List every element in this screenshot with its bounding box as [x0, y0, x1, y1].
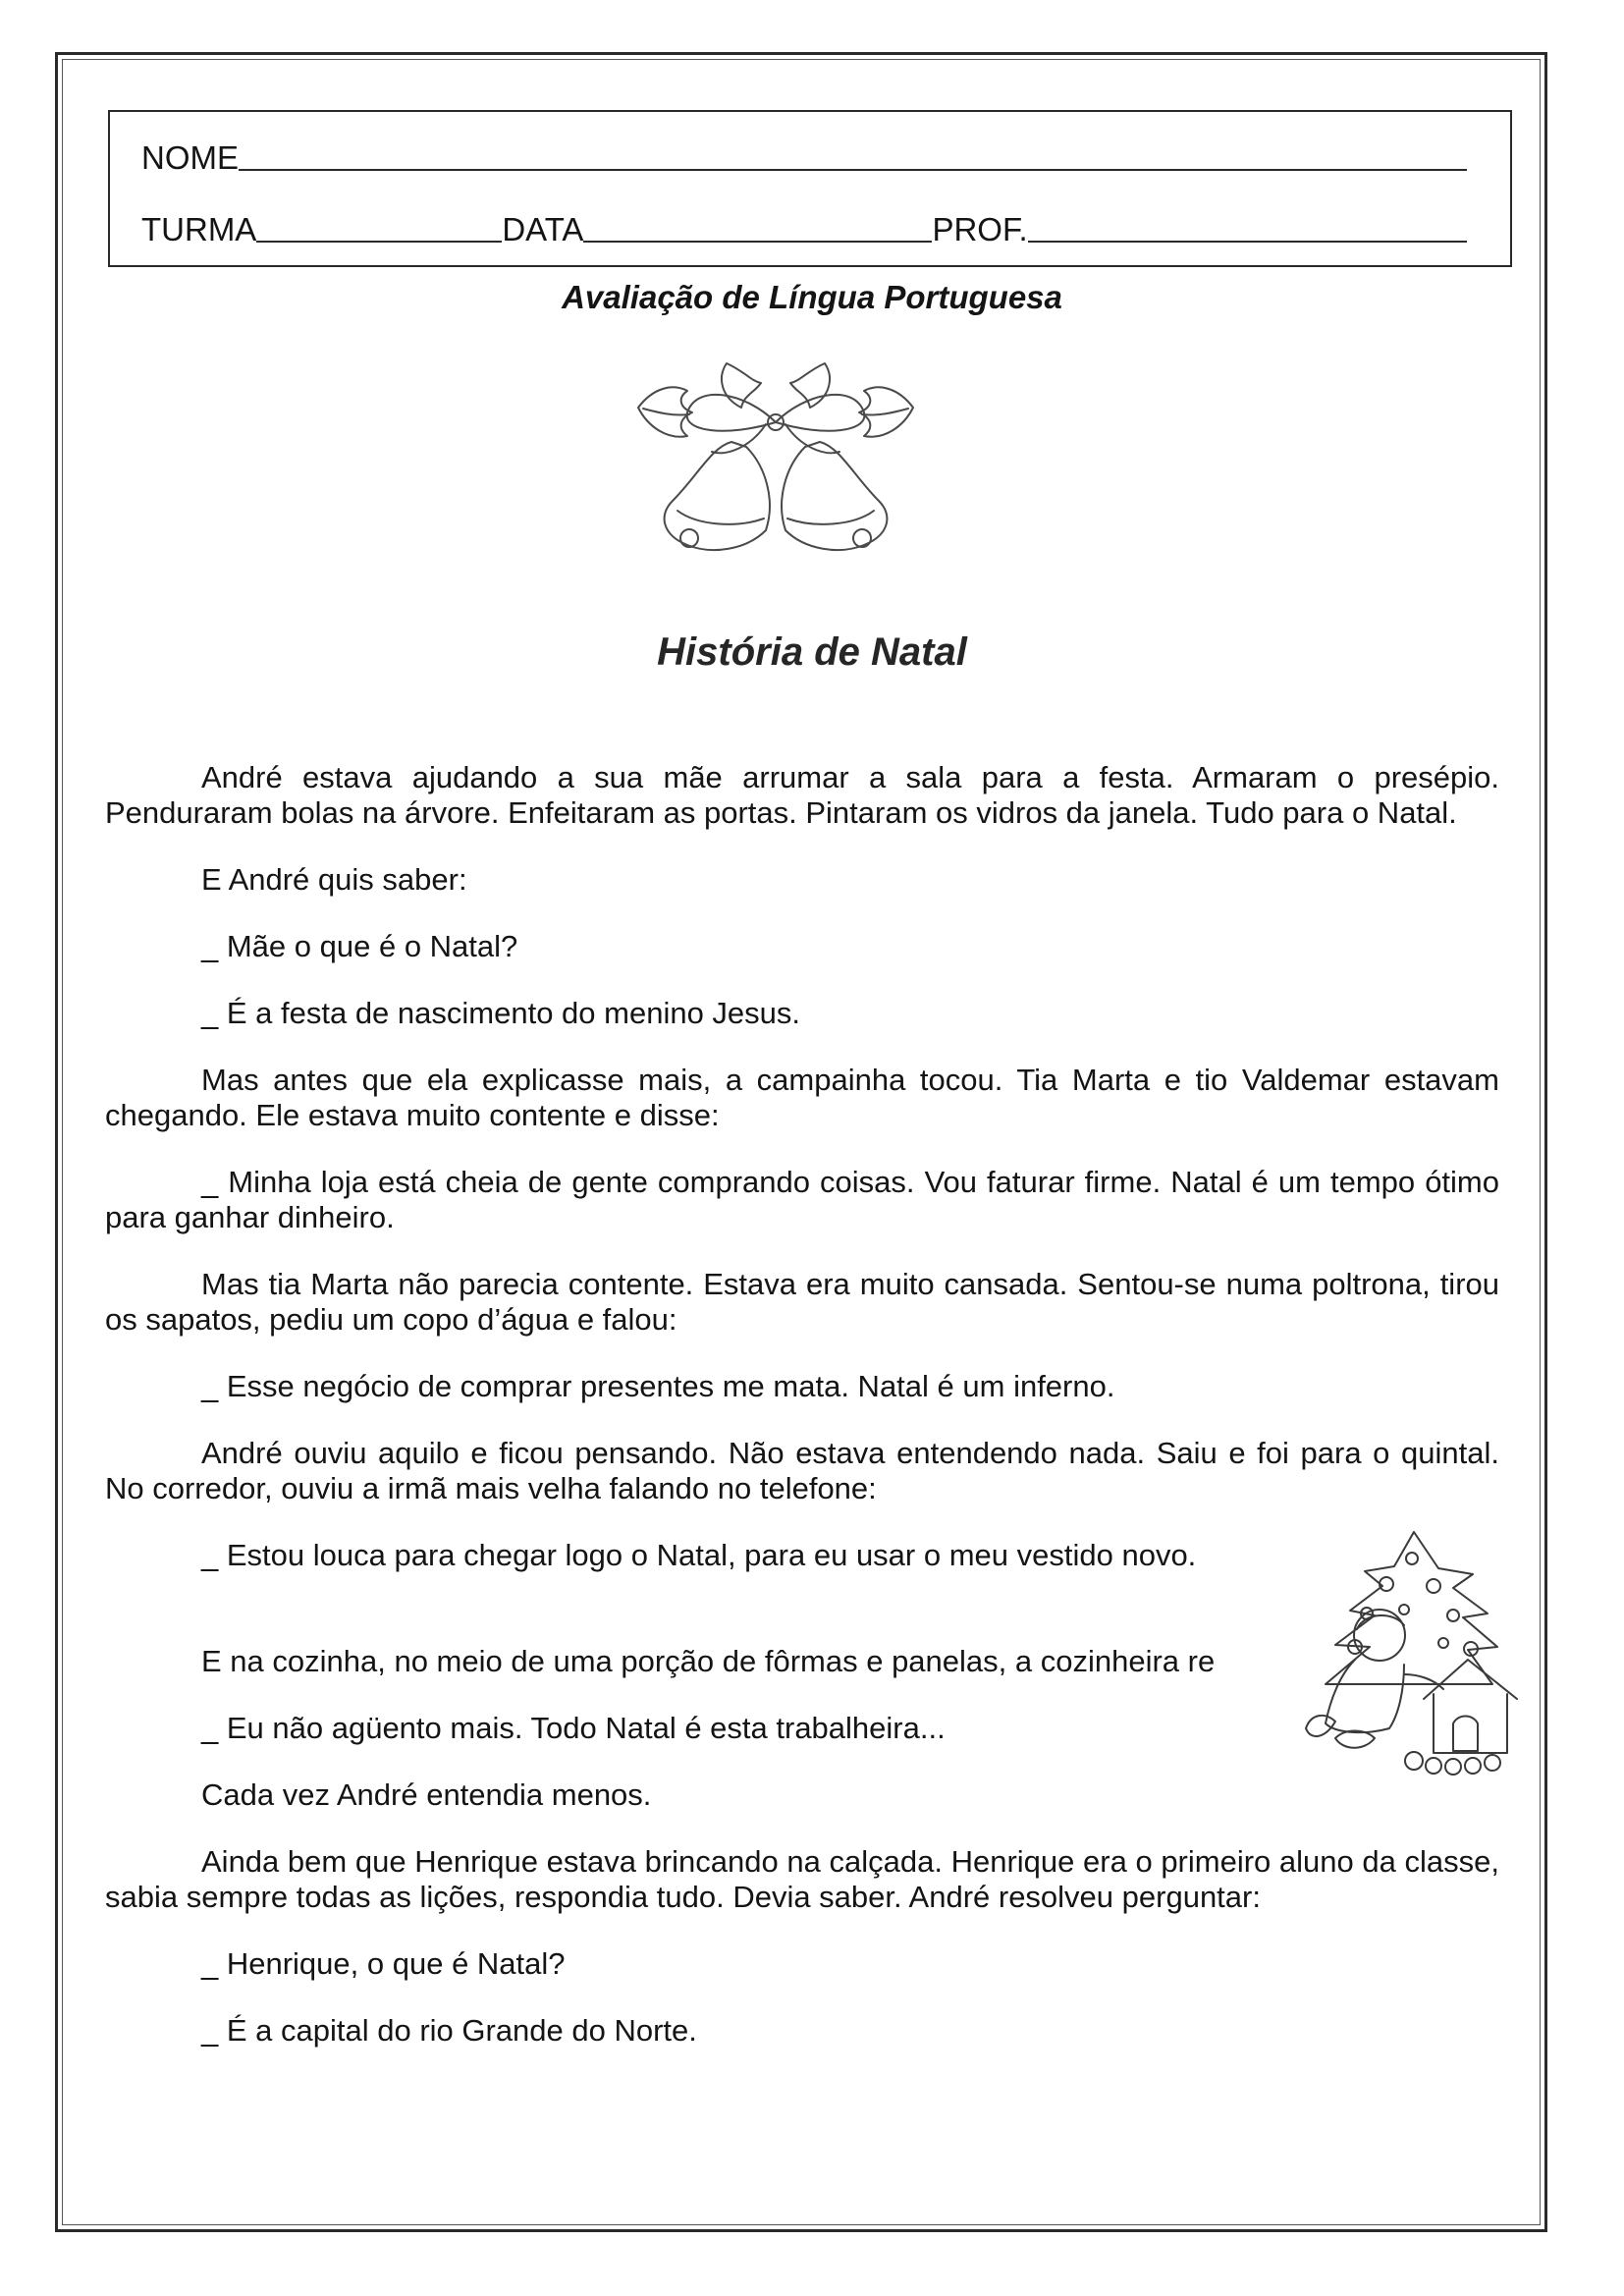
name-label: NOME — [141, 139, 239, 176]
class-date-teacher-row — [141, 213, 1467, 246]
story-paragraph-14: Ainda bem que Henrique estava brincando na calçada. Henrique era o primeiro aluno da classe, sabia sempre todas as lições, respondia tudo. Devia saber. André resolveu perguntar: — [105, 1844, 1499, 1914]
story-paragraph-1: André estava ajudando a sua mãe arrumar a sala para a festa. Armaram o presépio. Penduraram bolas na árvore. Enfeitaram as portas. Pintaram os vidros da janela. Tudo para o Natal. — [105, 760, 1499, 830]
student-info-box — [108, 110, 1512, 267]
story-paragraph-7: Mas tia Marta não parecia contente. Estava era muito cansada. Sentou-se numa poltrona, tirou os sapatos, pediu um copo d’água e falou: — [105, 1267, 1499, 1337]
exam-title: Avaliação de Língua Portuguesa — [562, 279, 1062, 315]
story-paragraph-9: André ouviu aquilo e ficou pensando. Não estava entendendo nada. Saiu e foi para o quintal. No corredor, ouviu a irmã mais velha falando no telefone: — [105, 1436, 1499, 1505]
date-field[interactable] — [583, 241, 932, 243]
name-row — [141, 141, 1467, 174]
date-label: DATA — [502, 211, 584, 247]
story-paragraph-8: _ Esse negócio de comprar presentes me mata. Natal é um inferno. — [201, 1369, 1115, 1403]
story-paragraph-3: _ Mãe o que é o Natal? — [201, 929, 518, 963]
teacher-field[interactable] — [1028, 241, 1467, 243]
christmas-bells-icon — [619, 354, 933, 574]
story-paragraph-4: _ É a festa de nascimento do menino Jesus. — [201, 996, 801, 1030]
name-field[interactable] — [239, 169, 1467, 171]
teacher-label: PROF. — [932, 211, 1028, 247]
story-paragraph-13: Cada vez André entendia menos. — [201, 1777, 652, 1812]
story-text — [105, 760, 1499, 2080]
story-paragraph-2: E André quis saber: — [201, 862, 467, 897]
story-paragraph-11: E na cozinha, no meio de uma porção de fôrmas e panelas, a cozinheira re — [201, 1644, 1216, 1678]
story-paragraph-5: Mas antes que ela explicasse mais, a campainha tocou. Tia Marta e tio Valdemar estavam chegando. Ele estava muito contente e disse: — [105, 1063, 1499, 1132]
class-field[interactable] — [256, 241, 502, 243]
story-paragraph-10: _ Estou louca para chegar logo o Natal, para eu usar o meu vestido novo. — [201, 1538, 1197, 1572]
class-label: TURMA — [141, 211, 257, 247]
story-paragraph-15: _ Henrique, o que é Natal? — [201, 1946, 566, 1981]
story-title: História de Natal — [657, 630, 967, 674]
child-nativity-tree-icon — [1296, 1527, 1527, 1777]
story-paragraph-12: _ Eu não agüento mais. Todo Natal é esta trabalheira... — [201, 1711, 946, 1745]
story-paragraph-6: _ Minha loja está cheia de gente comprando coisas. Vou faturar firme. Natal é um tempo ótimo para ganhar dinheiro. — [105, 1165, 1499, 1234]
story-paragraph-16: _ É a capital do rio Grande do Norte. — [201, 2013, 697, 2048]
